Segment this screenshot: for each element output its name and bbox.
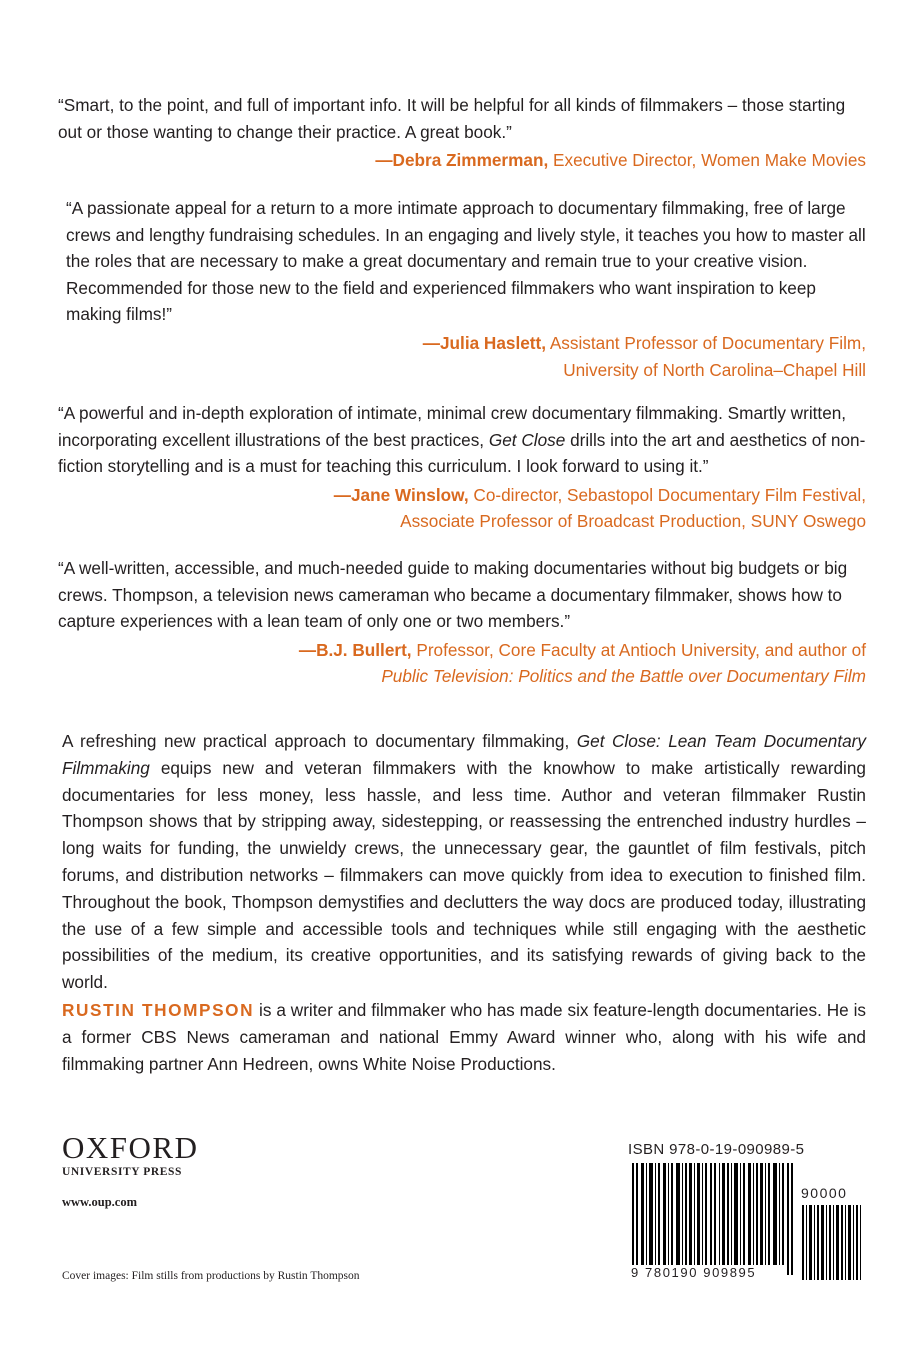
author-bio: [62, 997, 866, 1077]
endorsement-attribution: [58, 482, 866, 535]
endorsement-julia-haslett: [58, 195, 866, 383]
endorser-affiliation: Assistant Professor of Documentary Film,: [546, 332, 866, 353]
publisher-logo-subtitle: UNIVERSITY PRESS: [62, 1166, 183, 1178]
barcode-price-code: 90000: [801, 1185, 848, 1201]
endorsement-debra-zimmerman: [58, 92, 866, 174]
endorser-name: —Debra Zimmerman,: [375, 150, 549, 171]
endorsement-quote: “A passionate appeal for a return to a more intimate approach to documentary filmmaking, free of large crews and lengthy fundraising schedules. In an engaging and lively style, it teaches you how to master all the roles that are necessary to make a great documentary and remain true to your creative vision. Recommended for those new to the field and experienced filmmakers who want inspiration to keep making films!”: [66, 198, 866, 325]
endorsement-jane-winslow: [58, 400, 866, 535]
endorser-affiliation: Executive Director, Women Make Movies: [548, 150, 866, 171]
book-title: Get Close: Lean Team Documentary Filmmaking: [62, 731, 866, 778]
endorsement-bj-bullert: [58, 555, 866, 690]
cover-credits: Cover images: Film stills from productions by Rustin Thompson: [62, 1270, 360, 1282]
endorsement-quote: “A well-written, accessible, and much-needed guide to making documentaries without big budgets or big crews. Thompson, a television news cameraman who became a documentary filmmaker, shows how to capture experiences with a lean team of only one or two members.”: [58, 558, 848, 632]
endorser-name: —Julia Haslett,: [422, 332, 547, 353]
book-description: A refreshing new practical approach to documentary filmmaking, Get Close: Lean Team Documentary Filmmaking equips new and veteran filmmakers with the knowhow to make artistically rewarding documentaries for less money, less hassle, and less time. Author and veteran filmmaker Rustin Thompson shows that by stripping away, sidestepping, or reassessing the entrenched industry hurdles – long waits for funding, the unwieldy crews, the unnecessary gear, the gauntlet of film festivals, pitch forums, and distribution networks – filmmakers can move quickly from idea to execution to finished film. Throughout the book, Thompson demystifies and declutters the way docs are produced today, illustrating the use of a few simple and accessible tools and techniques while still engaging with the aesthetic possibilities of the medium, its creative opportunities, and its satisfying rewards of giving back to the world.: [62, 731, 866, 993]
endorser-book-title: Public Television: Politics and the Battle over Documentary Film: [381, 666, 866, 687]
endorser-affiliation: University of North Carolina–Chapel Hill: [563, 359, 866, 380]
author-bio-text: is a writer and filmmaker who has made six feature-length documentaries. He is a former CBS News cameraman and national Emmy Award winner who, along with his wife and filmmaking partner Ann Hedreen, owns White Noise Productions.: [62, 1000, 866, 1074]
publisher-website: www.oup.com: [62, 1195, 138, 1209]
endorser-affiliation: Professor, Core Faculty at Antioch University, and author of: [411, 639, 866, 660]
endorsement-quote: “Smart, to the point, and full of important info. It will be helpful for all kinds of filmmakers – those starting out or those wanting to change their practice. A great book.”: [58, 95, 846, 142]
endorser-affiliation: Associate Professor of Broadcast Production, SUNY Oswego: [400, 511, 866, 532]
endorsement-attribution: [58, 147, 866, 174]
endorser-name: —Jane Winslow,: [333, 484, 469, 505]
endorsement-attribution: [58, 637, 866, 690]
publisher-logo-wordmark: OXFORD: [62, 1130, 199, 1165]
endorsement-attribution: [58, 330, 866, 383]
book-title: Get Close: [488, 429, 566, 450]
endorser-affiliation: Co-director, Sebastopol Documentary Film Festival,: [468, 484, 866, 505]
endorsement-quote: “A powerful and in-depth exploration of intimate, minimal crew documentary filmmaking. Smartly written, incorporating excellent illustrations of the best practices, Get Close drills into the art and aesthetics of non-fiction storytelling and is a must for teaching this curriculum. I look forward to using it.”: [58, 403, 866, 477]
author-name: RUSTIN THOMPSON: [62, 1000, 255, 1020]
barcode-digits: 9 780190 909895: [631, 1265, 757, 1280]
publisher-logo: [62, 1130, 212, 1178]
isbn-label: ISBN 978-0-19-090989-5: [628, 1141, 805, 1158]
endorser-name: —B.J. Bullert,: [298, 639, 412, 660]
barcode-graphic: [628, 1163, 868, 1280]
isbn-barcode: [628, 1163, 868, 1280]
